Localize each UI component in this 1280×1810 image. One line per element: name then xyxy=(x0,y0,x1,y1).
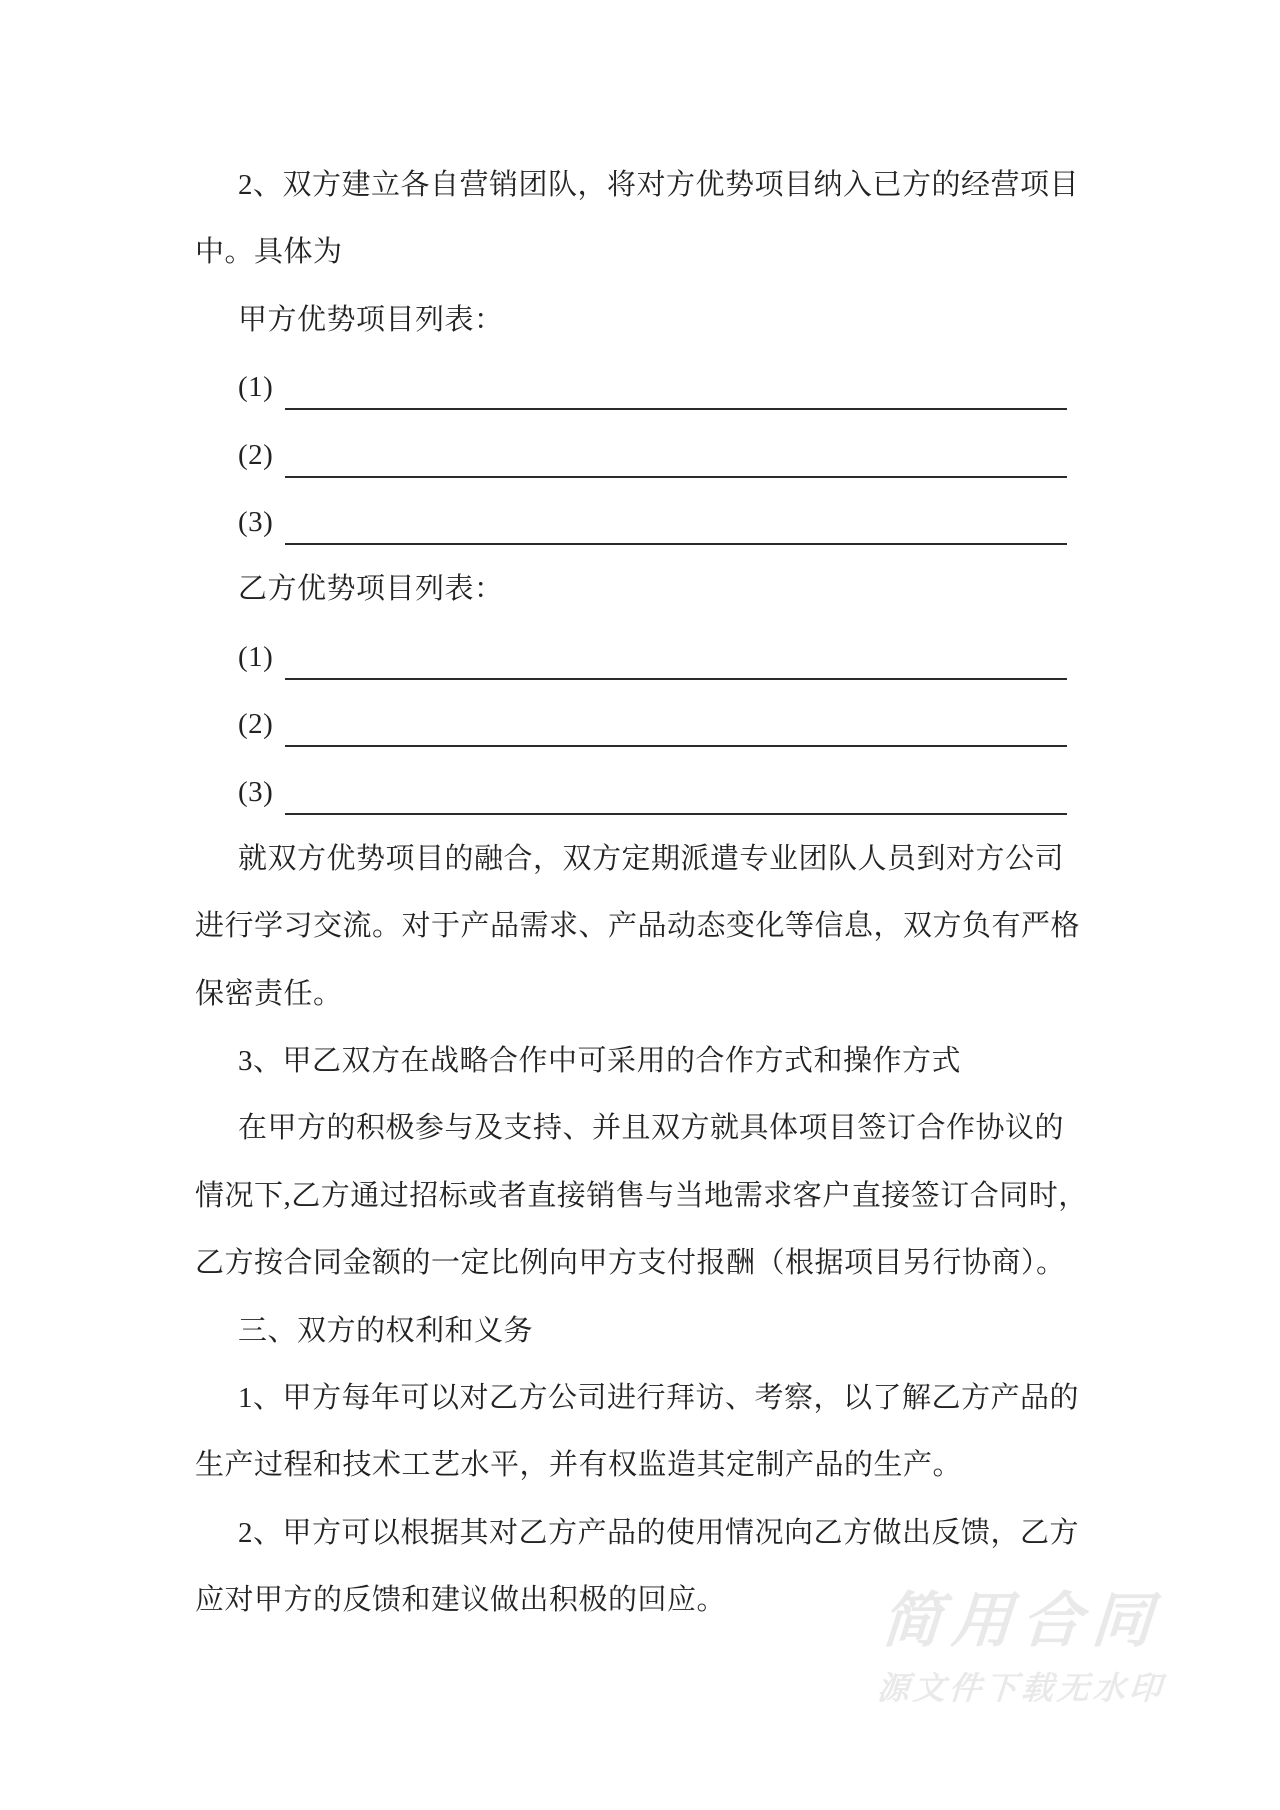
paragraph-line: 进行学习交流。对于产品需求、产品动态变化等信息，双方负有严格 xyxy=(195,910,1081,943)
blank-label: (3) xyxy=(238,505,274,538)
paragraph-line: 保密责任。 xyxy=(195,977,343,1010)
paragraph-line: 2、甲方可以根据其对乙方产品的使用情况向乙方做出反馈，乙方 xyxy=(238,1516,1080,1549)
list-heading-party-b: 乙方优势项目列表： xyxy=(238,573,504,606)
blank-label: (3) xyxy=(238,775,274,808)
blank-line xyxy=(195,354,1067,421)
watermark-subtitle: 源文件下载无水印 xyxy=(875,1670,1167,1706)
blank-label: (2) xyxy=(238,438,274,471)
section-heading: 三、双方的权利和义务 xyxy=(238,1314,534,1347)
blank-line xyxy=(195,691,1067,758)
paragraph-line: 生产过程和技术工艺水平，并有权监造其定制产品的生产。 xyxy=(195,1449,963,1482)
blank-label: (2) xyxy=(238,708,274,741)
fill-in-underline xyxy=(285,354,1067,410)
fill-in-underline xyxy=(285,759,1067,815)
paragraph-line: 情况下,乙方通过招标或者直接销售与当地需求客户直接签订合同时， xyxy=(195,1179,1088,1212)
paragraph-line: 在甲方的积极参与及支持、并且双方就具体项目签订合作协议的 xyxy=(238,1112,1065,1145)
blank-label: (1) xyxy=(238,371,274,404)
paragraph-line: 应对甲方的反馈和建议做出积极的回应。 xyxy=(195,1584,727,1617)
blank-line xyxy=(195,624,1067,691)
blank-line xyxy=(195,759,1067,826)
blank-line xyxy=(195,489,1067,556)
paragraph-line: 1、甲方每年可以对乙方公司进行拜访、考察，以了解乙方产品的 xyxy=(238,1382,1080,1415)
blank-label: (1) xyxy=(238,640,274,673)
paragraph-line: 就双方优势项目的融合，双方定期派遣专业团队人员到对方公司 xyxy=(238,842,1065,875)
paragraph-line: 乙方按合同金额的一定比例向甲方支付报酬（根据项目另行协商）。 xyxy=(195,1247,1066,1280)
paragraph-line: 中。具体为 xyxy=(195,236,343,269)
fill-in-underline xyxy=(285,691,1067,747)
paragraph-line: 3、甲乙双方在战略合作中可采用的合作方式和操作方式 xyxy=(238,1045,962,1078)
watermark-title: 简用合同 xyxy=(879,1587,1165,1654)
fill-in-underline xyxy=(285,489,1067,545)
fill-in-underline xyxy=(285,422,1067,478)
fill-in-underline xyxy=(285,624,1067,680)
blank-line xyxy=(195,422,1067,489)
list-heading-party-a: 甲方优势项目列表： xyxy=(238,303,504,336)
paragraph-line: 2、双方建立各自营销团队，将对方优势项目纳入已方的经营项目 xyxy=(238,169,1080,201)
